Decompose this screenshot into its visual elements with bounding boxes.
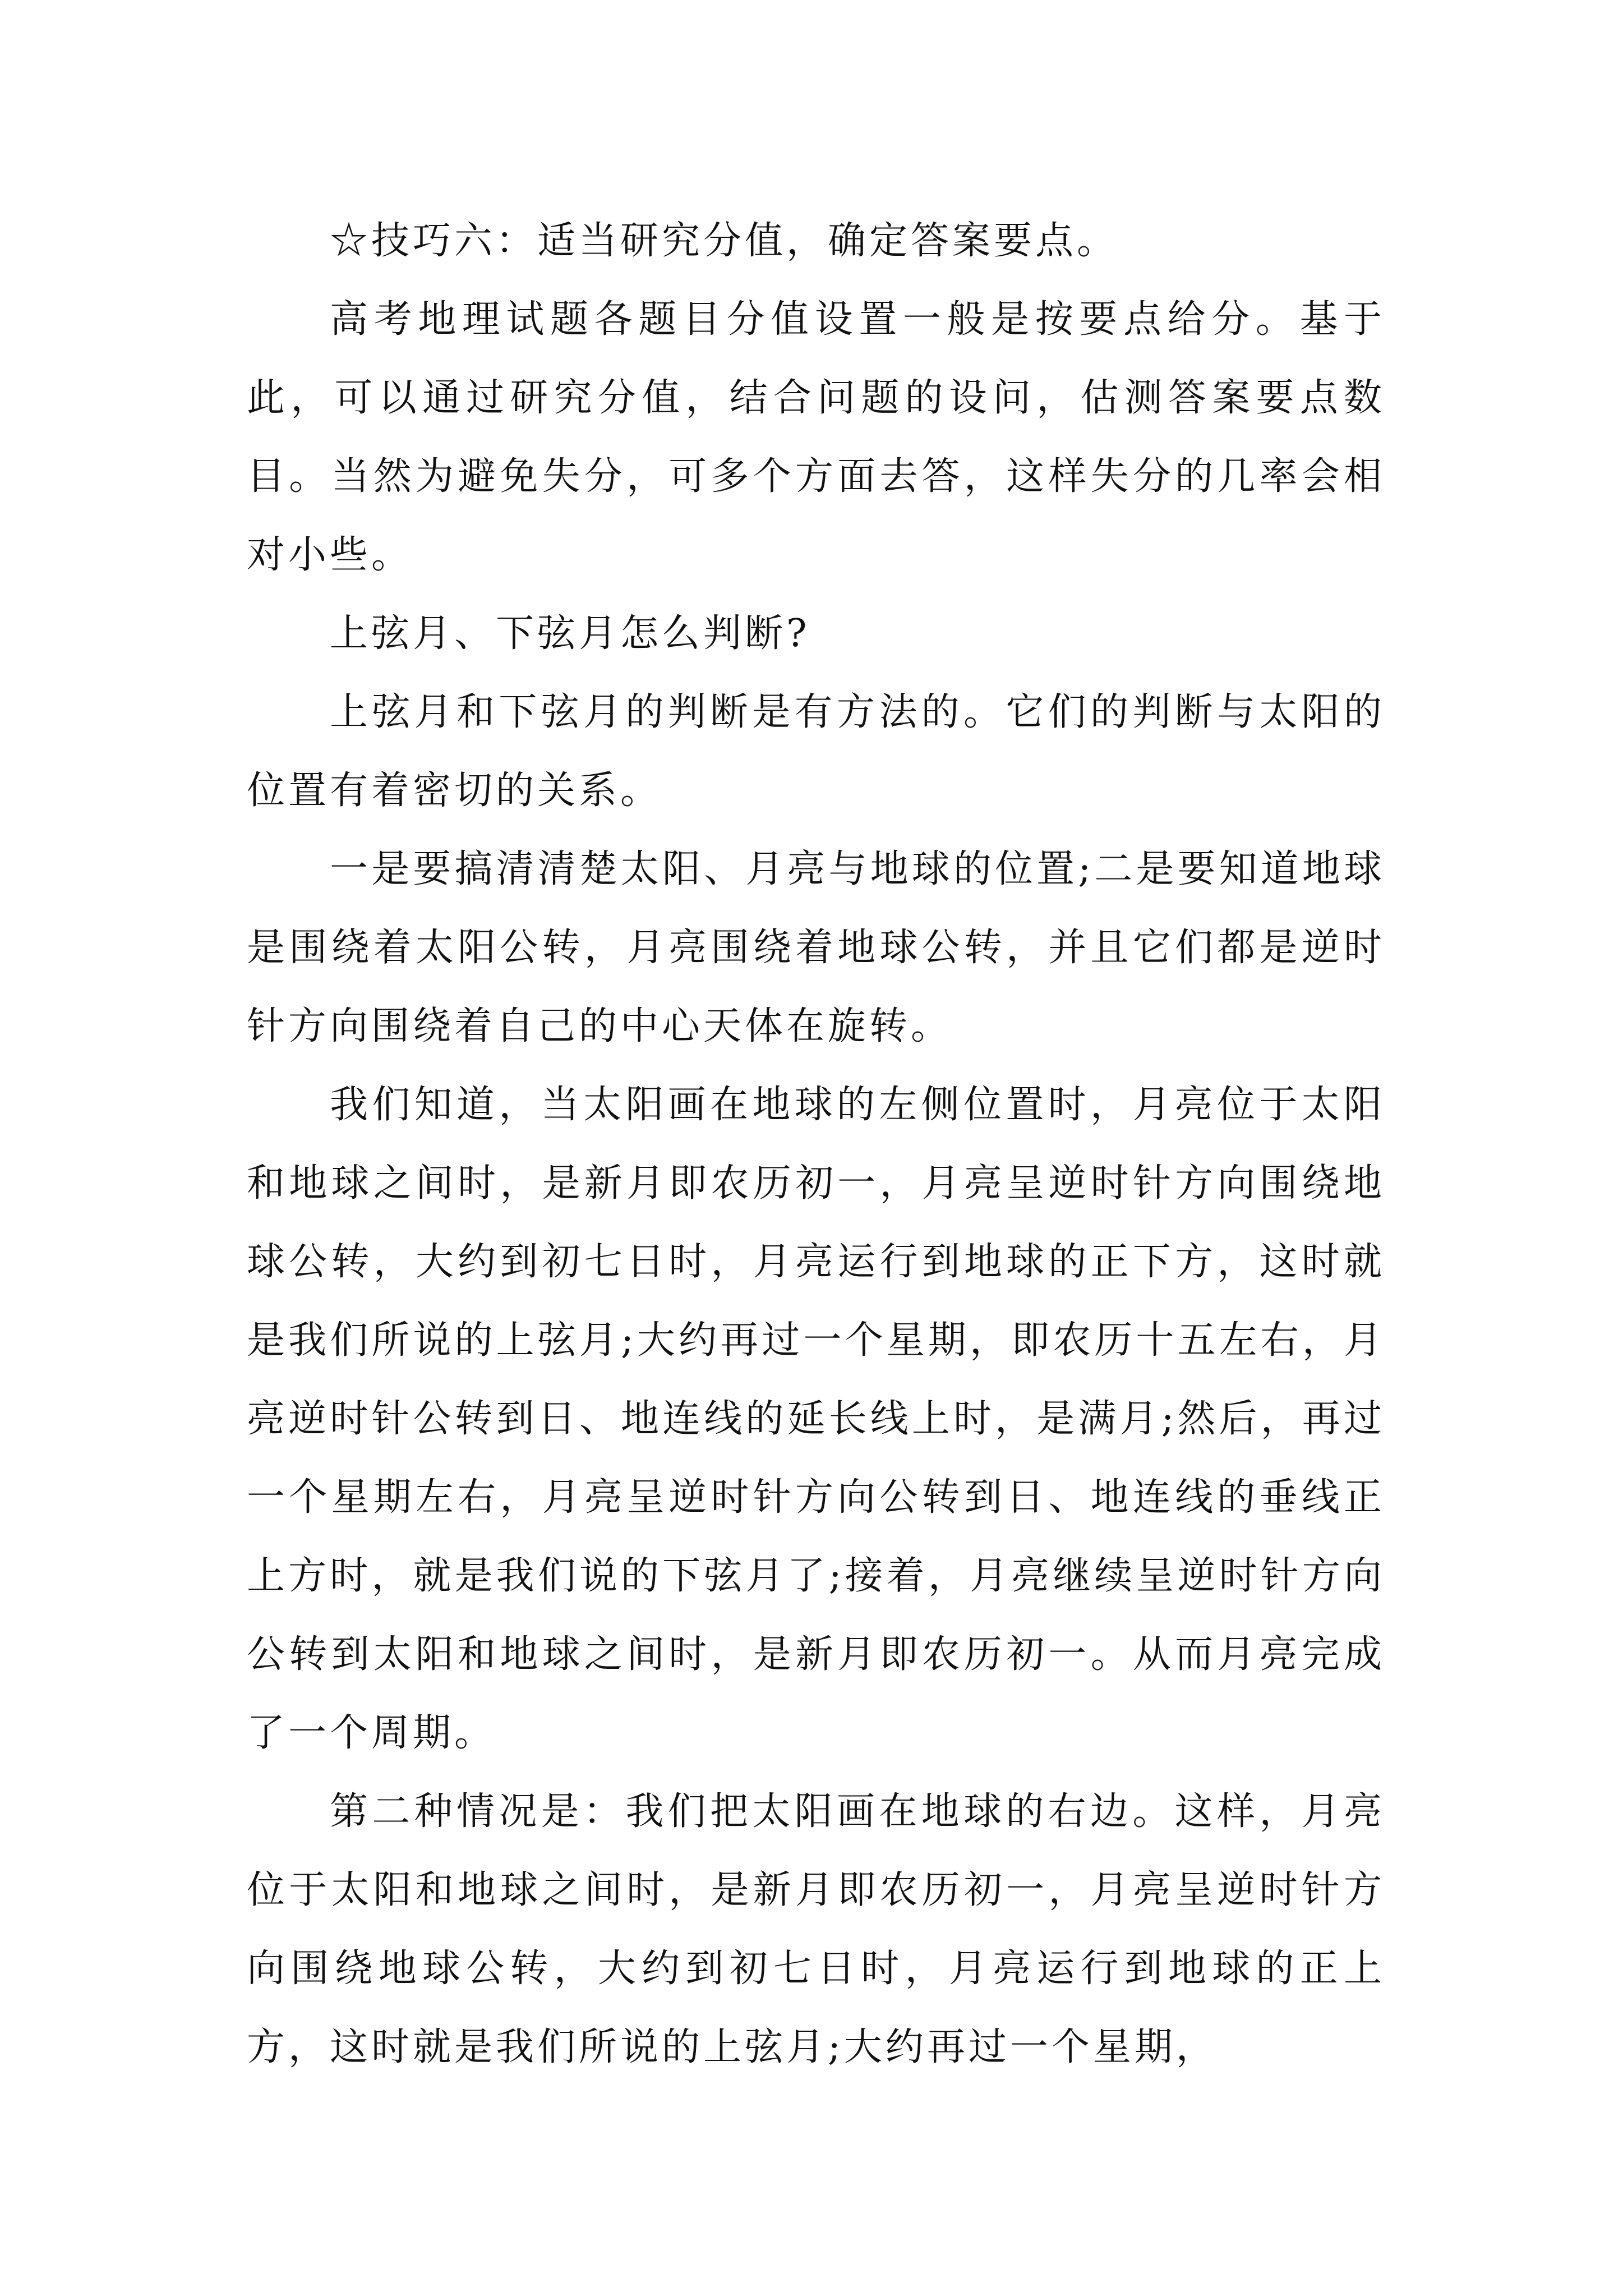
paragraph-positions-rotation: 一是要搞清清楚太阳、月亮与地球的位置;二是要知道地球是围绕着太阳公转，月亮围绕着地球公转，并且它们都是逆时针方向围绕着自己的中心天体在旋转。 [247,847,1385,1048]
paragraph-score-strategy: 高考地理试题各题目分值设置一般是按要点给分。基于此，可以通过研究分值，结合问题的设问，估测答案要点数目。当然为避免失分，可多个方面去答，这样失分的几率会相对小些。 [247,297,1385,577]
paragraph-judgment-method: 上弦月和下弦月的判断是有方法的。它们的判断与太阳的位置有着密切的关系。 [247,690,1385,813]
paragraph-moon-question: 上弦月、下弦月怎么判断? [330,611,810,656]
paragraph-sun-right-case: 第二种情况是：我们把太阳画在地球的右边。这样，月亮位于太阳和地球之间时，是新月即农历初一，月亮呈逆时针方向围绕地球公转，大约到初七日时，月亮运行到地球的正上方，这时就是我们所说的上弦月;大约再过一个星期， [247,1789,1385,2069]
document-body [247,202,1385,2087]
paragraph-tip-six-heading: ☆技巧六：适当研究分值，确定答案要点。 [330,219,1119,263]
paragraph-sun-left-case: 我们知道，当太阳画在地球的左侧位置时，月亮位于太阳和地球之间时，是新月即农历初一，月亮呈逆时针方向围绕地球公转，大约到初七日时，月亮运行到地球的正下方，这时就是我们所说的上弦月;大约再过一个星期，即农历十五左右，月亮逆时针公转到日、地连线的延长线上时，是满月;然后，再过一个星期左右，月亮呈逆时针方向公转到日、地连线的垂线正上方时，就是我们说的下弦月了;接着，月亮继续呈逆时针方向公转到太阳和地球之间时，是新月即农历初一。从而月亮完成了一个周期。 [247,1083,1385,1755]
